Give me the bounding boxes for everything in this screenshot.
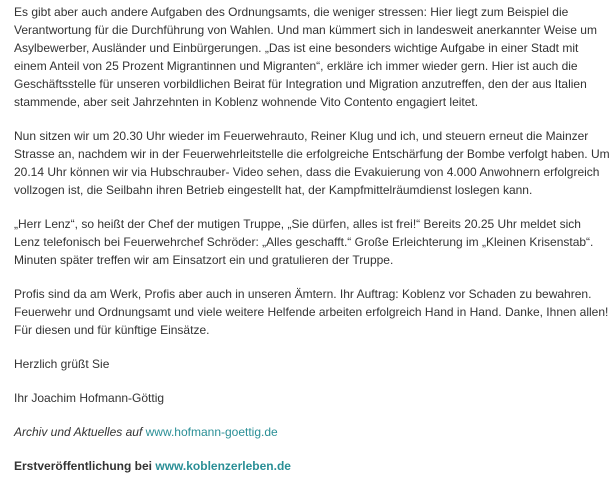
paragraph-profis: Profis sind da am Werk, Profis aber auch in unseren Ämtern. Ihr Auftrag: Koblenz vor Schaden zu bewahren. Feuerwehr und Ordnungsamt und viele weitere Helfende arbeiten erfolgreich Hand in Hand. Danke, Ihnen allen! Für diesen und für künftige Einsätze. (14, 287, 609, 337)
paragraph-feuerwehrauto: Nun sitzen wir um 20.30 Uhr wieder im Feuerwehrauto, Reiner Klug und ich, und steuern erneut die Mainzer Strasse an, nachdem wir in der Feuerwehrleitstelle die erfolgreiche Entschärfung der Bombe verfolgt haben. Um 20.14 Uhr können wir via Hubschrauber- Video sehen, dass die Evakuierung von 4.000 Anwohnern erfolgreich vollzogen ist, die Seilbahn ihren Betrieb eingestellt hat, der Kampfmittelräumdienst loslegen kann. (14, 129, 610, 197)
first-publish-link[interactable]: www.koblenzerleben.de (155, 459, 291, 473)
archive-line (14, 423, 610, 441)
archive-link[interactable]: www.hofmann-goettig.de (145, 425, 278, 439)
paragraph-ordnungsamt: Es gibt aber auch andere Aufgaben des Ordnungsamts, die weniger stressen: Hier liegt zum Beispiel die Verantwortung für die Durchführung von Wahlen. Und man kümmert sich in landesweit anerkannter Weise um Asylbewerber, Ausländer und Einbürgerungen. „Das ist eine besonders wichtige Aufgabe in einer Stadt mit einem Anteil von 25 Prozent Migrantinnen und Migranten“, erkläre ich immer wieder gern. Hier ist auch die Geschäftsstelle für unseren vorbildlichen Beirat für Integration und Migration anzutreffen, den der aus Italien stammende, aber seit Jahrzehnten in Koblenz wohnende Vito Contento engagiert leitet. (14, 5, 597, 109)
first-publish-line (14, 457, 610, 475)
signature: Ihr Joachim Hofmann-Göttig (14, 391, 165, 405)
paragraph-herr-lenz: „Herr Lenz“, so heißt der Chef der mutigen Truppe, „Sie dürfen, alles ist frei!“ Bereits 20.25 Uhr meldet sich Lenz telefonisch bei Feuerwehrchef Schröder: „Alles geschafft.“ Große Erleichterung im „Kleinen Krisenstab“. Minuten später treffen wir am Einsatzort ein und gratulieren der Truppe. (14, 217, 594, 267)
first-publish-label: Erstveröffentlichung bei (14, 459, 156, 473)
closing-greeting: Herzlich grüßt Sie (14, 357, 110, 371)
article-body (14, 0, 610, 491)
archive-label: Archiv und Aktuelles auf (14, 425, 146, 439)
